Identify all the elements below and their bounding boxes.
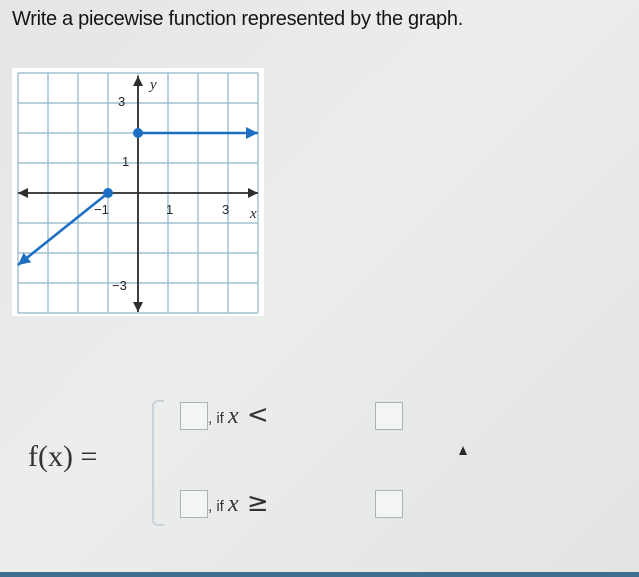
y-tick-label-3: 3 [118,94,126,109]
function-lhs: f(x) = [28,440,98,473]
graph-svg [12,68,264,316]
piece-2-expression-input[interactable] [181,491,207,517]
piece-1-condition [208,400,269,430]
mouse-cursor-icon [459,446,467,455]
x-tick-label-1: 1 [166,202,174,217]
piece-2-bound-box[interactable] [375,490,403,518]
piece-2-operator: ≥ [246,488,269,518]
y-tick-label-1: 1 [122,154,130,169]
y-axis-label: y [150,77,157,93]
piece-1-expression-input[interactable] [181,403,207,429]
x-axis-label: x [250,206,257,222]
graph [12,68,264,316]
x-tick-label-3: 3 [222,202,230,217]
x-tick-label-neg1: −1 [94,202,109,217]
piece-2-endpoint [134,129,142,137]
piece-2-expression-box[interactable] [180,490,208,518]
y-tick-label-neg3: −3 [112,278,127,293]
piecewise-equation [28,390,448,540]
piece-1-operator: < [246,400,269,430]
question-prompt: Write a piecewise function represented by the graph. [12,8,463,30]
piece-1-if-text: , if [208,410,229,427]
piece-1-bound-input[interactable] [376,403,402,429]
bottom-bar [0,572,639,577]
piece-2-variable: x [228,491,239,517]
piece-1-endpoint [104,189,112,197]
piece-2-if-text: , if [208,498,229,515]
piece-2-condition [208,488,269,518]
piece-1-expression-box[interactable] [180,402,208,430]
piece-1-variable: x [228,403,239,429]
piece-2-bound-input[interactable] [376,491,402,517]
piecewise-brace [152,400,164,526]
piece-1-bound-box[interactable] [375,402,403,430]
